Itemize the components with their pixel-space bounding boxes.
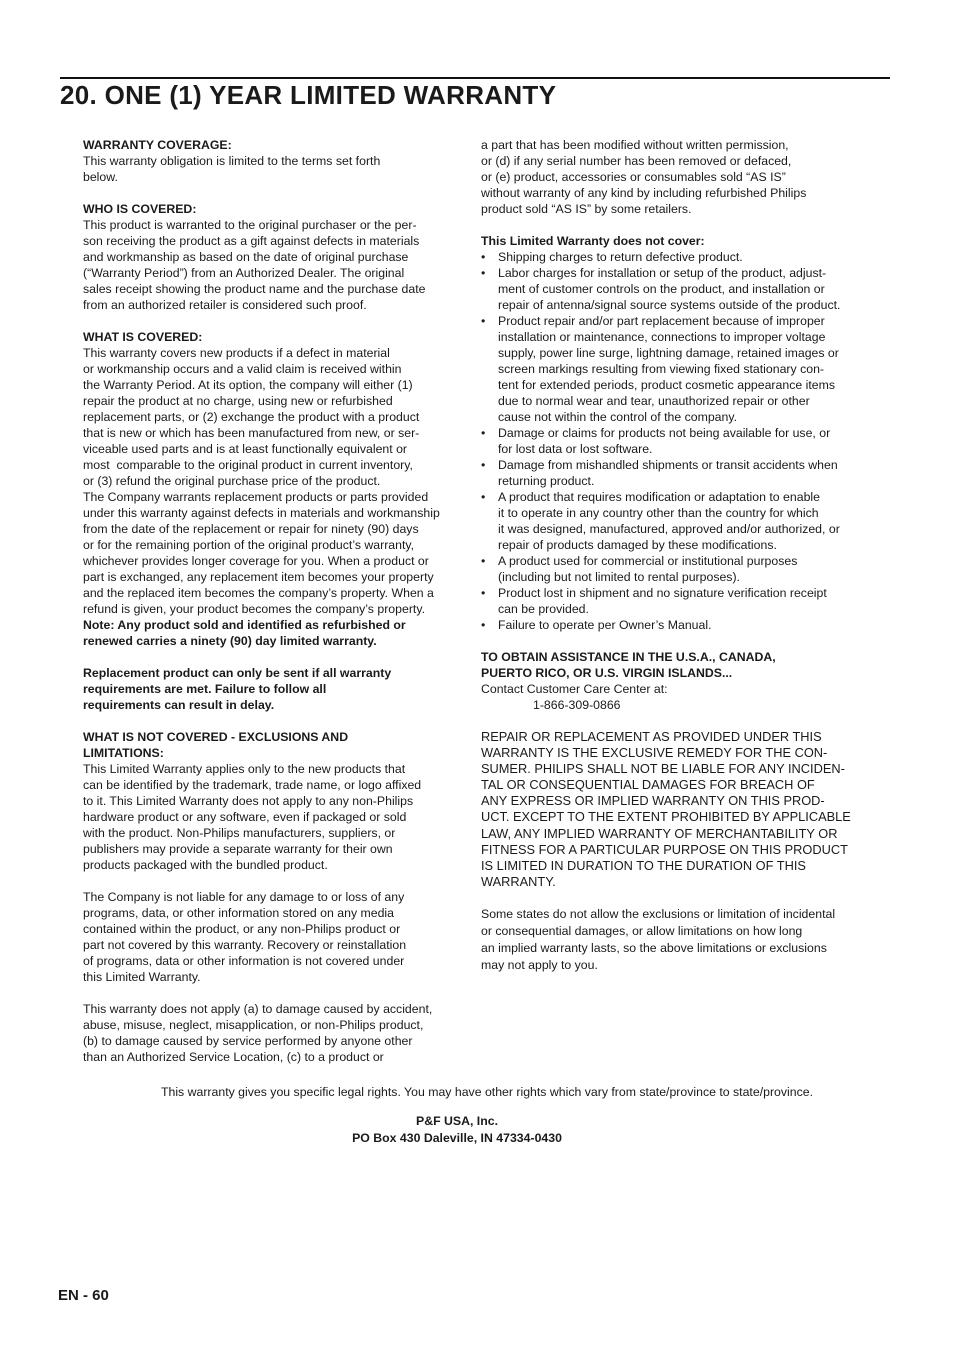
text-line: that is new or which has been manufactured from new, or ser- xyxy=(83,426,420,440)
text-line: viceable used parts and is at least functionally equivalent or xyxy=(83,442,408,456)
text-line: this Limited Warranty. xyxy=(83,970,201,984)
text-line: • Damage from mishandled shipments or transit accidents when xyxy=(498,458,838,472)
contact-label: Contact Customer Care Center at: xyxy=(481,682,668,696)
text-line: may not apply to you. xyxy=(481,957,598,972)
text-line: due to normal wear and tear, unauthorized repair or other xyxy=(498,394,810,408)
liability-paragraph xyxy=(83,889,465,985)
exclusions-list xyxy=(481,249,871,633)
text-line: for lost data or lost software. xyxy=(498,442,653,456)
text-line: from an authorized retailer is considered such proof. xyxy=(83,298,367,312)
text-line: WHAT IS NOT COVERED - EXCLUSIONS AND xyxy=(83,730,349,744)
company-address xyxy=(0,1113,914,1147)
text-line: with the product. Non-Philips manufacturers, suppliers, or xyxy=(83,826,396,840)
company-name: P&F USA, Inc. xyxy=(416,1114,498,1128)
text-line: installation or maintenance, connections to improper voltage xyxy=(498,330,826,344)
text-line: • Failure to operate per Owner’s Manual. xyxy=(498,618,712,632)
text-line: or (3) refund the original purchase price of the product. xyxy=(83,474,381,488)
refurbished-note: renewed carries a ninety (90) day limited warranty. xyxy=(83,634,377,648)
text-line: PUERTO RICO, OR U.S. VIRGIN ISLANDS... xyxy=(481,666,733,680)
text-line: refund is given, your product becomes the company’s property. xyxy=(83,602,425,616)
text-line: from the date of the replacement or repair for ninety (90) days xyxy=(83,522,419,536)
text-line: • Damage or claims for products not being available for use, or xyxy=(498,426,831,440)
text-line: screen markings resulting from viewing fixed stationary con- xyxy=(498,362,824,376)
text-line: cause not within the control of the company. xyxy=(498,410,738,424)
text-line: a part that has been modified without written permission, xyxy=(481,138,789,152)
text-line: abuse, misuse, neglect, misapplication, or non-Philips product, xyxy=(83,1018,424,1032)
text-line: of programs, data or other information is not covered under xyxy=(83,954,405,968)
text-line: son receiving the product as a gift against defects in materials xyxy=(83,234,420,248)
text-line: or for the remaining portion of the original product’s warranty, xyxy=(83,538,415,552)
text-line: products packaged with the bundled product. xyxy=(83,858,328,872)
text-line: product sold “AS IS” by some retailers. xyxy=(481,202,692,216)
list-item xyxy=(481,425,871,457)
text-line: • A product that requires modification or adaptation to enable xyxy=(498,490,820,504)
exclusion-continuation xyxy=(481,137,871,217)
not-covered-text xyxy=(83,761,465,873)
text-line: to it. This Limited Warranty does not apply to any non-Philips xyxy=(83,794,414,808)
text-line: SUMER. PHILIPS SHALL NOT BE LIABLE FOR ANY INCIDEN- xyxy=(481,761,845,777)
text-line: IS LIMITED IN DURATION TO THE DURATION OF THIS xyxy=(481,857,806,873)
text-line: tent for extended periods, product cosmetic appearance items xyxy=(498,378,835,392)
text-line: This warranty does not apply (a) to damage caused by accident, xyxy=(83,1002,433,1016)
text-line: The Company is not liable for any damage to or loss of any xyxy=(83,890,405,904)
phone-number: 1-866-309-0866 xyxy=(533,698,621,712)
page-title: 20. ONE (1) YEAR LIMITED WARRANTY xyxy=(60,80,557,110)
text-line: supply, power line surge, lightning damage, retained images or xyxy=(498,346,839,360)
text-line: the Warranty Period. At its option, the company will either (1) xyxy=(83,378,413,392)
warranty-coverage-heading: WARRANTY COVERAGE: xyxy=(83,138,232,152)
text-line: ANY EXPRESS OR IMPLIED WARRANTY ON THIS PROD- xyxy=(481,793,825,809)
left-column xyxy=(83,137,465,1065)
text-line: or workmanship occurs and a valid claim is received within xyxy=(83,362,402,376)
does-not-cover-heading: This Limited Warranty does not cover: xyxy=(481,234,705,248)
text-line: UCT. EXCEPT TO THE EXTENT PROHIBITED BY APPLICABLE xyxy=(481,809,851,825)
text-line: replacement parts, or (2) exchange the product with a product xyxy=(83,410,420,424)
text-line: whichever provides longer coverage for you. When a product or xyxy=(83,554,429,568)
text-line: can be identified by the trademark, trade name, or logo affixed xyxy=(83,778,422,792)
text-line: repair the product at no charge, using new or refurbished xyxy=(83,394,393,408)
who-is-covered-heading: WHO IS COVERED: xyxy=(83,202,197,216)
text-line: contained within the product, or any non-Philips product or xyxy=(83,922,401,936)
text-line: This Limited Warranty applies only to the new products that xyxy=(83,762,406,776)
postal-address: PO Box 430 Daleville, IN 47334-0430 xyxy=(352,1131,562,1145)
what-is-covered-heading: WHAT IS COVERED: xyxy=(83,330,203,344)
text-line: and workmanship as based on the date of original purchase xyxy=(83,250,409,264)
text-line: FITNESS FOR A PARTICULAR PURPOSE ON THIS PRODUCT xyxy=(481,841,848,857)
text-line: under this warranty against defects in materials and workmanship xyxy=(83,506,440,520)
text-line: This warranty obligation is limited to the terms set forth xyxy=(83,154,381,168)
state-limitations-paragraph xyxy=(481,906,871,974)
text-line: WARRANTY. xyxy=(481,873,556,889)
text-line: returning product. xyxy=(498,474,595,488)
replacement-requirements-note xyxy=(83,665,465,713)
assistance-heading xyxy=(481,649,871,681)
text-line: • Labor charges for installation or setup of the product, adjust- xyxy=(498,266,827,280)
text-line: repair of antenna/signal source systems outside of the product. xyxy=(498,298,841,312)
text-line: repair of products damaged by these modifications. xyxy=(498,538,777,552)
list-item xyxy=(481,553,871,585)
text-line: requirements are met. Failure to follow all xyxy=(83,682,327,696)
text-line: hardware product or any software, even if packaged or sold xyxy=(83,810,407,824)
text-line: (b) to damage caused by service performed by anyone other xyxy=(83,1034,413,1048)
list-item xyxy=(481,585,871,617)
text-line: WARRANTY IS THE EXCLUSIVE REMEDY FOR THE CON- xyxy=(481,745,828,761)
text-line: (including but not limited to rental purposes). xyxy=(498,570,740,584)
text-line: or (d) if any serial number has been removed or defaced, xyxy=(481,154,792,168)
text-line: sales receipt showing the product name and the purchase date xyxy=(83,282,426,296)
list-item xyxy=(481,457,871,489)
text-line: most comparable to the original product in current inventory, xyxy=(83,458,413,472)
exclusive-remedy-paragraph xyxy=(481,729,871,890)
text-line: LAW, ANY IMPLIED WARRANTY OF MERCHANTABILITY OR xyxy=(481,825,838,841)
text-line: programs, data, or other information stored on any media xyxy=(83,906,395,920)
not-covered-heading xyxy=(83,729,465,761)
page-number: EN - 60 xyxy=(58,1287,109,1304)
text-line: than an Authorized Service Location, (c) to a product or xyxy=(83,1050,384,1064)
list-item xyxy=(481,265,871,313)
exclusion-paragraph xyxy=(83,1001,465,1065)
text-line: part is exchanged, any replacement item becomes your property xyxy=(83,570,434,584)
list-item xyxy=(481,489,871,553)
text-line: an implied warranty lasts, so the above limitations or exclusions xyxy=(481,940,827,955)
text-line: • Shipping charges to return defective product. xyxy=(498,250,743,264)
text-line: • Product repair and/or part replacement because of improper xyxy=(498,314,825,328)
text-line: Some states do not allow the exclusions or limitation of incidental xyxy=(481,906,836,921)
text-line: Replacement product can only be sent if all warranty xyxy=(83,666,392,680)
list-item xyxy=(481,249,871,265)
text-line: TO OBTAIN ASSISTANCE IN THE U.S.A., CANADA, xyxy=(481,650,776,664)
text-line: can be provided. xyxy=(498,602,589,616)
text-line: or consequential damages, or allow limitations on how long xyxy=(481,923,803,938)
text-line: requirements can result in delay. xyxy=(83,698,275,712)
legal-rights-note: This warranty gives you specific legal rights. You may have other rights which vary from state/province to state/province. xyxy=(160,1085,814,1099)
text-line: TAL OR CONSEQUENTIAL DAMAGES FOR BREACH OF xyxy=(481,777,815,793)
what-is-covered-text xyxy=(83,345,465,649)
list-item xyxy=(481,313,871,425)
warranty-coverage-text xyxy=(83,153,465,185)
text-line: and the replaced item becomes the company’s property. When a xyxy=(83,586,434,600)
text-line: • A product used for commercial or institutional purposes xyxy=(498,554,798,568)
text-line: This product is warranted to the original purchaser or the per- xyxy=(83,218,417,232)
text-line: part not covered by this warranty. Recovery or reinstallation xyxy=(83,938,407,952)
text-line: it was designed, manufactured, approved and/or authorized, or xyxy=(498,522,840,536)
text-line: (“Warranty Period”) from an Authorized Dealer. The original xyxy=(83,266,405,280)
text-line: • Product lost in shipment and no signature verification receipt xyxy=(498,586,827,600)
right-column xyxy=(481,137,871,974)
text-line: below. xyxy=(83,170,118,184)
text-line: LIMITATIONS: xyxy=(83,746,164,760)
text-line: publishers may provide a separate warranty for their own xyxy=(83,842,393,856)
text-line: The Company warrants replacement products or parts provided xyxy=(83,490,429,504)
text-line: ment of customer controls on the product, and installation or xyxy=(498,282,825,296)
text-line: This warranty covers new products if a defect in material xyxy=(83,346,390,360)
text-line: it to operate in any country other than the country for which xyxy=(498,506,819,520)
list-item xyxy=(481,617,871,633)
text-line: or (e) product, accessories or consumables sold “AS IS” xyxy=(481,170,786,184)
text-line: REPAIR OR REPLACEMENT AS PROVIDED UNDER THIS xyxy=(481,729,822,744)
who-is-covered-text xyxy=(83,217,465,313)
refurbished-note: Note: Any product sold and identified as refurbished or xyxy=(83,618,406,632)
text-line: without warranty of any kind by including refurbished Philips xyxy=(481,186,807,200)
